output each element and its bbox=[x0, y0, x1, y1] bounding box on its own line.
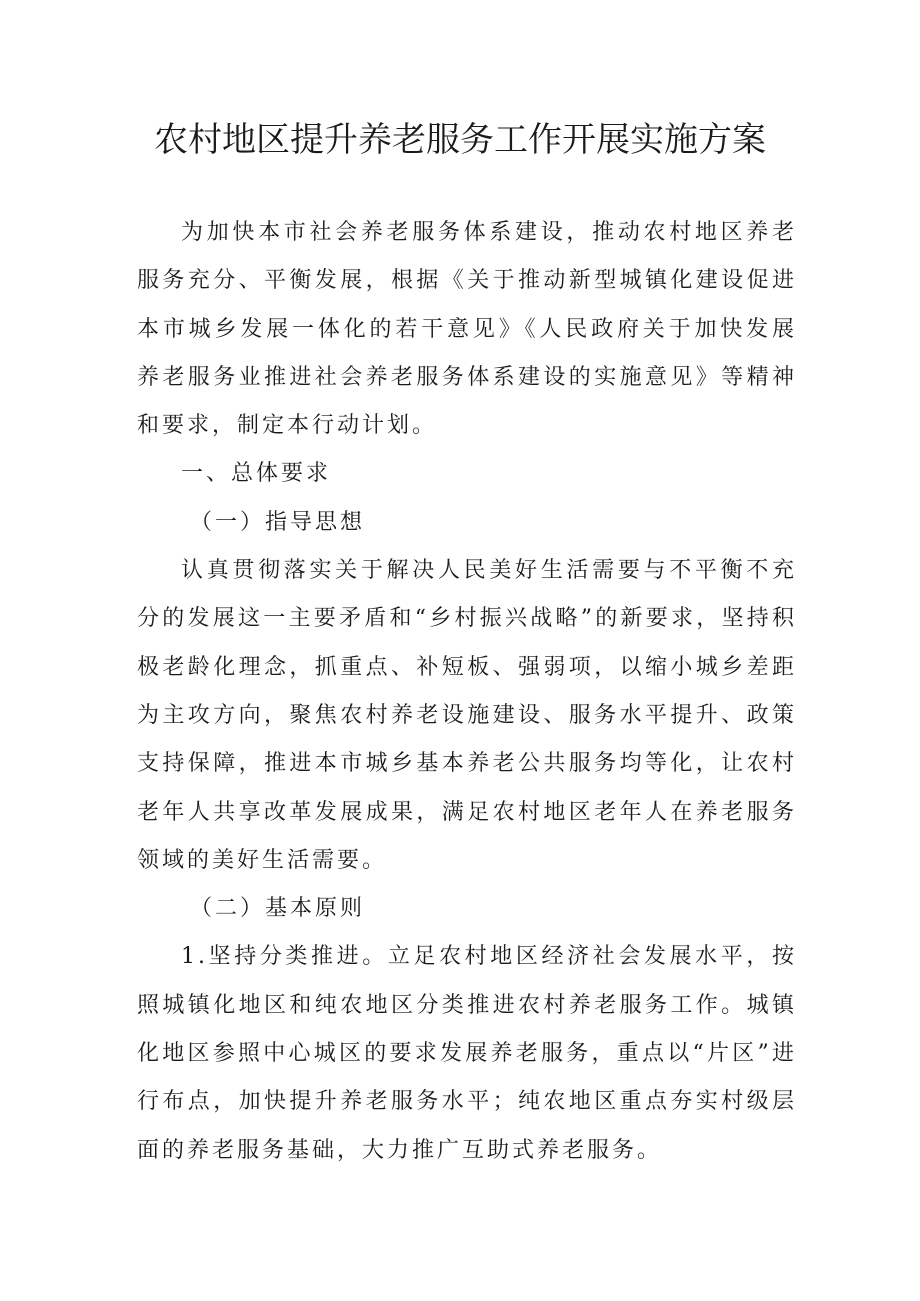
subsection-heading-basic-principles: （二）基本原则 bbox=[190, 896, 366, 922]
document-title: 农村地区提升养老服务工作开展实施方案 bbox=[154, 120, 766, 160]
intro-paragraph: 为加快本市社会养老服务体系建设，推动农村地区养老服务充分、平衡发展，根据《关于推动新型城镇化建设促进本市城乡发展一体化的若干意见》《人民政府关于加快发展养老服务业推进社会养老服务体系建设的实施意见》等精神和要求，制定本行动计划。 bbox=[137, 220, 797, 439]
section-heading-overall-requirements: 一、总体要求 bbox=[181, 461, 332, 487]
principle-paragraph: 1.坚持分类推进。立足农村地区经济社会发展水平，按照城镇化地区和纯农地区分类推进农村养老服务工作。城镇化地区参照中心城区的要求发展养老服务，重点以“片区”进行布点，加快提升养老服务水平；纯农地区重点夯实村级层面的养老服务基础，大力推广互助式养老服务。 bbox=[137, 944, 797, 1163]
document-body bbox=[137, 209, 797, 1175]
guiding-ideology-paragraph: 认真贯彻落实关于解决人民美好生活需要与不平衡不充分的发展这一主要矛盾和“乡村振兴战略”的新要求，坚持积极老龄化理念，抓重点、补短板、强弱项，以缩小城乡差距为主攻方向，聚焦农村养老设施建设、服务水平提升、政策支持保障，推进本市城乡基本养老公共服务均等化，让农村老年人共享改革发展成果，满足农村地区老年人在养老服务领域的美好生活需要。 bbox=[137, 558, 797, 873]
subsection-heading-guiding-ideology: （一）指导思想 bbox=[190, 509, 366, 535]
